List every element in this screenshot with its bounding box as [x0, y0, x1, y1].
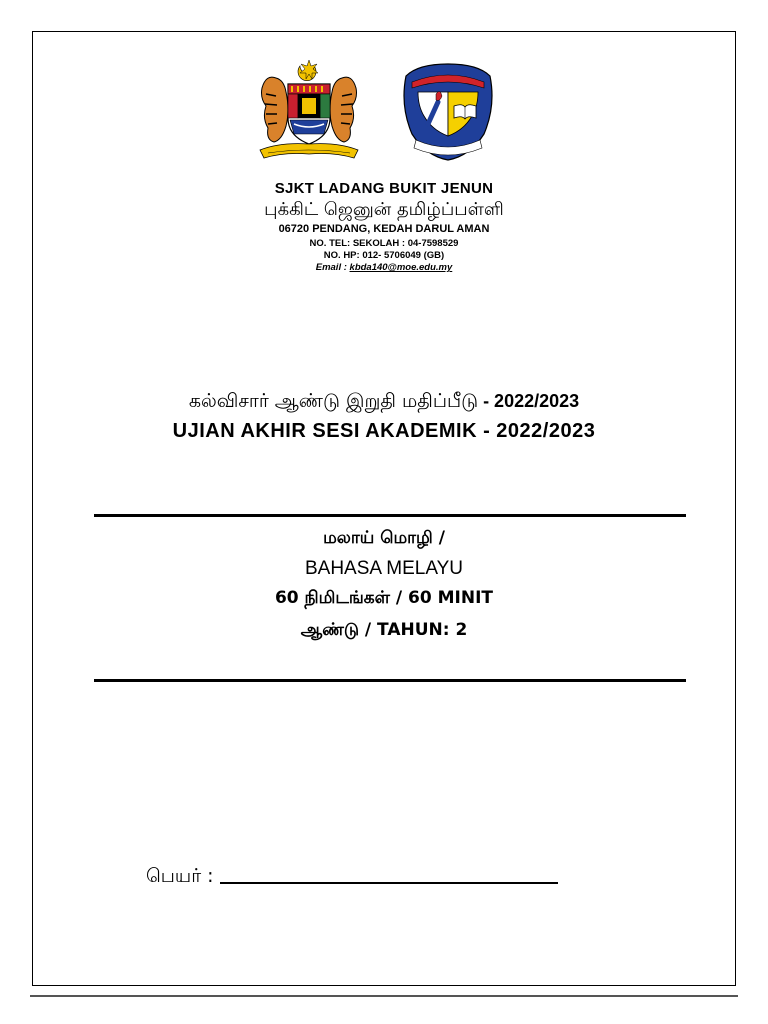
exam-title-tamil: [0, 390, 768, 420]
exam-title-tamil-text: கல்விசார் ஆண்டு இறுதி மதிப்பீடு: [188, 390, 479, 412]
subject-name-tamil: மலாய் மொழி /: [323, 528, 445, 548]
logo-row: [0, 58, 768, 178]
subject-duration: 60 நிமிடங்கள் / 60 MINIT: [274, 588, 494, 608]
subject-block: [0, 528, 768, 650]
subject-rule-top: [94, 514, 686, 517]
email-link[interactable]: kbda140@moe.edu.my: [349, 262, 453, 273]
page-bottom-rule: [30, 995, 738, 997]
exam-heading: [0, 390, 768, 443]
school-address: 06720 PENDANG, KEDAH DARUL AMAN: [278, 223, 490, 235]
student-name-label: பெயர் :: [146, 865, 214, 887]
school-mobile: NO. HP: 012- 5706049 (GB): [323, 250, 445, 261]
malaysia-coat-of-arms-logo: [254, 58, 364, 168]
school-email-line: [0, 262, 768, 274]
school-telephone: NO. TEL: SEKOLAH : 04-7598529: [309, 238, 459, 249]
student-name-row: [146, 858, 558, 890]
school-name: SJKT LADANG BUKIT JENUN: [274, 180, 494, 197]
email-label: Email :: [315, 262, 350, 273]
subject-year: ஆண்டு / TAHUN: 2: [300, 620, 468, 640]
exam-title: UJIAN AKHIR SESI AKADEMIK - 2022/2023: [172, 420, 596, 442]
school-header: [0, 180, 768, 274]
school-logo: [402, 62, 494, 162]
exam-title-tamil-year: - 2022/2023: [478, 391, 580, 411]
subject-name: BAHASA MELAYU: [304, 558, 464, 579]
student-name-field[interactable]: [220, 882, 558, 884]
subject-rule-bottom: [94, 679, 686, 682]
school-name-tamil: புக்கிட் ஜெனுன் தமிழ்ப்பள்ளி: [264, 199, 504, 220]
